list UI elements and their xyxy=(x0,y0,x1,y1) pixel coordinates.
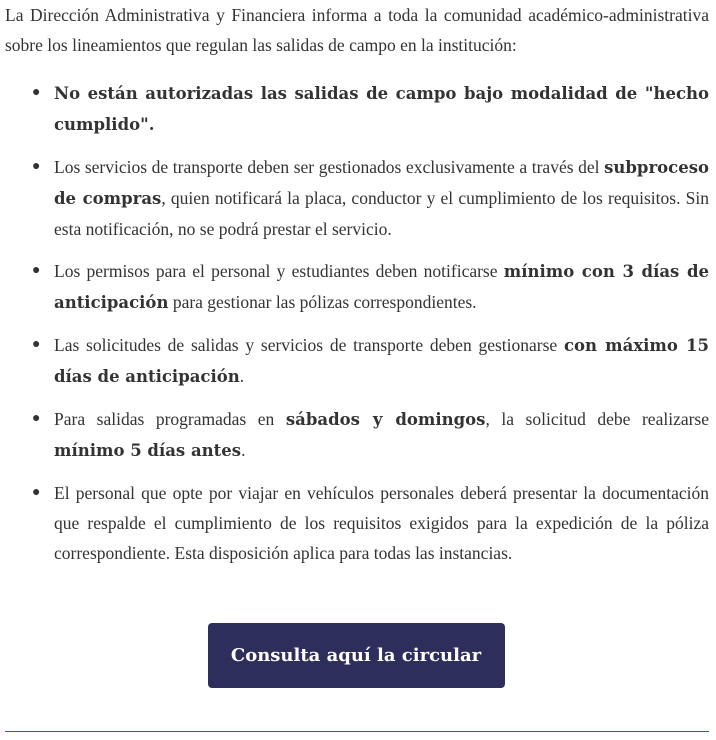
rule-text: Las solicitudes de salidas y servicios de transporte deben gestionarse xyxy=(54,335,564,355)
rule-text: para gestionar las pólizas correspondientes. xyxy=(168,292,477,312)
rule-bold: con máximo 15 días de anticipación xyxy=(54,336,710,386)
rule-text: . xyxy=(241,440,246,460)
bullet-icon: ● xyxy=(32,337,41,352)
rules-list xyxy=(5,78,709,568)
rule-text: Los servicios de transporte deben ser gestionados exclusivamente a través del xyxy=(54,157,605,177)
rule-text: . xyxy=(239,366,245,386)
rule-text: El personal que opte por viajar en vehículos personales deberá presentar la documentación que respalde el cumplimiento de los requisitos exigidos para la expedición de la póliza correspondiente. Esta disposición aplica para todas las instancias. xyxy=(54,483,709,563)
rule-text: Para salidas programadas en xyxy=(54,409,286,429)
rule-bold: sábados y domingos xyxy=(285,410,486,429)
circular-content xyxy=(5,0,709,580)
rule-text: , la solicitud debe realizarse xyxy=(485,409,710,429)
cta-wrapper xyxy=(0,623,716,688)
rule-item xyxy=(5,478,709,568)
rule-item xyxy=(5,256,709,318)
bullet-icon: ● xyxy=(32,159,41,174)
bullet-icon: ● xyxy=(32,485,41,500)
rule-text: , quien notificará la placa, conductor y el cumplimiento de los requisitos. Sin esta notificación, no se podrá prestar el servicio. xyxy=(54,188,709,239)
rule-text: Los permisos para el personal y estudiantes deben notificarse xyxy=(54,261,504,281)
rule-item xyxy=(5,330,709,392)
rule-item xyxy=(5,78,709,140)
bullet-icon: ● xyxy=(32,263,41,278)
view-circular-button[interactable]: Consulta aquí la circular xyxy=(208,623,505,688)
rule-bold: subproceso de compras xyxy=(54,158,709,208)
footer-divider xyxy=(5,731,709,732)
rule-bold: mínimo 5 días antes xyxy=(54,441,242,460)
bullet-icon: ● xyxy=(32,85,41,100)
rule-item xyxy=(5,404,709,466)
rule-bold: No están autorizadas las salidas de campo bajo modalidad de "hecho cumplido". xyxy=(54,84,709,134)
bullet-icon: ● xyxy=(32,411,41,426)
intro-paragraph: La Dirección Administrativa y Financiera informa a toda la comunidad académico-administrativa sobre los lineamientos que regulan las salidas de campo en la institución: xyxy=(5,5,709,55)
rule-bold: mínimo con 3 días de anticipación xyxy=(54,262,709,312)
rule-item xyxy=(5,152,709,244)
